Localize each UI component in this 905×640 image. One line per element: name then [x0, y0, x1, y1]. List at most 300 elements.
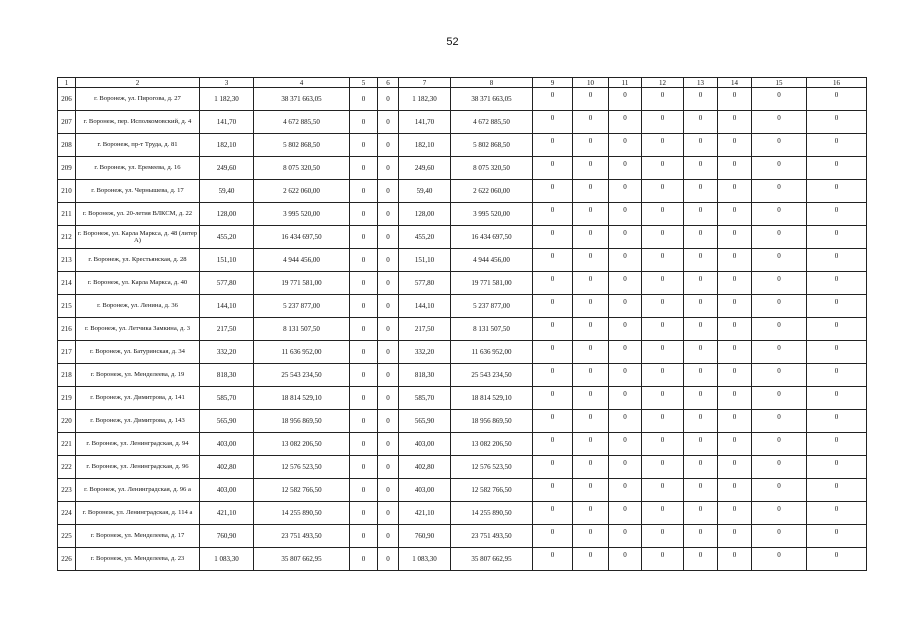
value-cell: 0 — [684, 479, 718, 502]
value-cell: 0 — [609, 410, 642, 433]
value-cell: 0 — [684, 111, 718, 134]
area-cell: 565,90 — [200, 410, 254, 433]
value-cell: 0 — [533, 203, 573, 226]
value-cell: 0 — [609, 341, 642, 364]
value-cell: 0 — [350, 433, 378, 456]
value-cell: 0 — [533, 111, 573, 134]
table-row — [58, 111, 867, 134]
row-number: 210 — [58, 180, 76, 203]
value-cell: 0 — [752, 88, 807, 111]
value-cell: 0 — [752, 111, 807, 134]
value-cell: 0 — [684, 203, 718, 226]
value-cell: 0 — [718, 180, 752, 203]
table-row — [58, 295, 867, 318]
area-cell: 402,80 — [399, 456, 451, 479]
value-cell: 0 — [642, 548, 684, 571]
value-cell: 0 — [350, 410, 378, 433]
value-cell: 0 — [378, 364, 399, 387]
value-cell: 0 — [609, 387, 642, 410]
cost-cell: 16 434 697,50 — [451, 226, 533, 249]
column-header: 11 — [609, 78, 642, 88]
value-cell: 0 — [807, 525, 867, 548]
row-number: 223 — [58, 479, 76, 502]
value-cell: 0 — [378, 341, 399, 364]
address-cell: г. Воронеж, ул. Ленинградская, д. 114 а — [76, 502, 200, 525]
value-cell: 0 — [378, 318, 399, 341]
address-cell: г. Воронеж, ул. Ленинградская, д. 96 — [76, 456, 200, 479]
value-cell: 0 — [378, 226, 399, 249]
value-cell: 0 — [378, 111, 399, 134]
value-cell: 0 — [807, 318, 867, 341]
table-row — [58, 226, 867, 249]
column-header: 7 — [399, 78, 451, 88]
row-number: 209 — [58, 157, 76, 180]
area-cell: 760,90 — [399, 525, 451, 548]
area-cell: 151,10 — [399, 249, 451, 272]
value-cell: 0 — [533, 479, 573, 502]
row-number: 226 — [58, 548, 76, 571]
value-cell: 0 — [642, 249, 684, 272]
value-cell: 0 — [350, 88, 378, 111]
value-cell: 0 — [350, 203, 378, 226]
cost-cell: 5 237 877,00 — [451, 295, 533, 318]
table-row — [58, 479, 867, 502]
cost-cell: 3 995 520,00 — [451, 203, 533, 226]
area-cell: 1 182,30 — [200, 88, 254, 111]
value-cell: 0 — [807, 88, 867, 111]
value-cell: 0 — [807, 456, 867, 479]
row-number: 220 — [58, 410, 76, 433]
value-cell: 0 — [684, 364, 718, 387]
value-cell: 0 — [642, 226, 684, 249]
value-cell: 0 — [807, 111, 867, 134]
value-cell: 0 — [533, 180, 573, 203]
value-cell: 0 — [752, 249, 807, 272]
table-row — [58, 364, 867, 387]
area-cell: 455,20 — [399, 226, 451, 249]
table-body — [58, 88, 867, 571]
area-cell: 141,70 — [200, 111, 254, 134]
value-cell: 0 — [350, 134, 378, 157]
value-cell: 0 — [642, 180, 684, 203]
value-cell: 0 — [609, 433, 642, 456]
address-cell: г. Воронеж, пр-т Труда, д. 81 — [76, 134, 200, 157]
area-cell: 217,50 — [200, 318, 254, 341]
row-number: 224 — [58, 502, 76, 525]
address-cell: г. Воронеж, ул. Димитрова, д. 143 — [76, 410, 200, 433]
value-cell: 0 — [573, 548, 609, 571]
value-cell: 0 — [718, 134, 752, 157]
value-cell: 0 — [718, 341, 752, 364]
table-row — [58, 456, 867, 479]
cost-cell: 5 802 868,50 — [451, 134, 533, 157]
value-cell: 0 — [350, 318, 378, 341]
value-cell: 0 — [718, 272, 752, 295]
area-cell: 59,40 — [399, 180, 451, 203]
value-cell: 0 — [378, 525, 399, 548]
address-cell: г. Воронеж, ул. Менделеева, д. 19 — [76, 364, 200, 387]
value-cell: 0 — [642, 295, 684, 318]
value-cell: 0 — [609, 134, 642, 157]
value-cell: 0 — [642, 134, 684, 157]
cost-cell: 4 672 885,50 — [451, 111, 533, 134]
value-cell: 0 — [807, 387, 867, 410]
value-cell: 0 — [752, 456, 807, 479]
column-header: 8 — [451, 78, 533, 88]
row-number: 208 — [58, 134, 76, 157]
area-cell: 128,00 — [200, 203, 254, 226]
value-cell: 0 — [573, 88, 609, 111]
value-cell: 0 — [350, 456, 378, 479]
value-cell: 0 — [642, 318, 684, 341]
value-cell: 0 — [752, 502, 807, 525]
value-cell: 0 — [642, 88, 684, 111]
value-cell: 0 — [378, 410, 399, 433]
value-cell: 0 — [807, 295, 867, 318]
cost-cell: 23 751 493,50 — [254, 525, 350, 548]
value-cell: 0 — [807, 226, 867, 249]
value-cell: 0 — [718, 502, 752, 525]
value-cell: 0 — [609, 203, 642, 226]
value-cell: 0 — [609, 226, 642, 249]
value-cell: 0 — [350, 226, 378, 249]
cost-cell: 18 814 529,10 — [451, 387, 533, 410]
address-cell: г. Воронеж, ул. Пирогова, д. 27 — [76, 88, 200, 111]
value-cell: 0 — [684, 180, 718, 203]
value-cell: 0 — [752, 364, 807, 387]
row-number: 206 — [58, 88, 76, 111]
value-cell: 0 — [684, 525, 718, 548]
table-header — [58, 78, 867, 88]
cost-cell: 18 956 869,50 — [254, 410, 350, 433]
value-cell: 0 — [752, 226, 807, 249]
value-cell: 0 — [378, 387, 399, 410]
value-cell: 0 — [684, 226, 718, 249]
area-cell: 402,80 — [200, 456, 254, 479]
area-cell: 151,10 — [200, 249, 254, 272]
column-header: 13 — [684, 78, 718, 88]
column-header: 14 — [718, 78, 752, 88]
value-cell: 0 — [350, 157, 378, 180]
value-cell: 0 — [807, 433, 867, 456]
value-cell: 0 — [684, 295, 718, 318]
cost-cell: 2 622 060,00 — [254, 180, 350, 203]
cost-cell: 19 771 581,00 — [451, 272, 533, 295]
cost-cell: 8 075 320,50 — [254, 157, 350, 180]
area-cell: 1 083,30 — [200, 548, 254, 571]
value-cell: 0 — [378, 548, 399, 571]
value-cell: 0 — [350, 249, 378, 272]
value-cell: 0 — [684, 157, 718, 180]
header-row — [58, 78, 867, 88]
area-cell: 818,30 — [399, 364, 451, 387]
value-cell: 0 — [807, 410, 867, 433]
value-cell: 0 — [573, 318, 609, 341]
value-cell: 0 — [642, 111, 684, 134]
area-cell: 332,20 — [399, 341, 451, 364]
value-cell: 0 — [533, 88, 573, 111]
value-cell: 0 — [350, 111, 378, 134]
value-cell: 0 — [350, 479, 378, 502]
area-cell: 421,10 — [200, 502, 254, 525]
value-cell: 0 — [609, 456, 642, 479]
area-cell: 760,90 — [200, 525, 254, 548]
value-cell: 0 — [533, 134, 573, 157]
value-cell: 0 — [718, 249, 752, 272]
cost-cell: 4 944 456,00 — [451, 249, 533, 272]
column-header: 12 — [642, 78, 684, 88]
row-number: 213 — [58, 249, 76, 272]
value-cell: 0 — [609, 479, 642, 502]
value-cell: 0 — [642, 525, 684, 548]
value-cell: 0 — [642, 387, 684, 410]
row-number: 215 — [58, 295, 76, 318]
value-cell: 0 — [533, 318, 573, 341]
value-cell: 0 — [609, 318, 642, 341]
value-cell: 0 — [752, 387, 807, 410]
table-row — [58, 134, 867, 157]
value-cell: 0 — [684, 456, 718, 479]
value-cell: 0 — [718, 318, 752, 341]
value-cell: 0 — [350, 387, 378, 410]
table-row — [58, 88, 867, 111]
cost-cell: 8 131 507,50 — [451, 318, 533, 341]
area-cell: 577,80 — [200, 272, 254, 295]
value-cell: 0 — [533, 548, 573, 571]
value-cell: 0 — [533, 502, 573, 525]
table-row — [58, 341, 867, 364]
value-cell: 0 — [609, 180, 642, 203]
value-cell: 0 — [573, 433, 609, 456]
cost-cell: 25 543 234,50 — [451, 364, 533, 387]
value-cell: 0 — [378, 134, 399, 157]
value-cell: 0 — [573, 111, 609, 134]
value-cell: 0 — [807, 341, 867, 364]
value-cell: 0 — [752, 203, 807, 226]
address-cell: г. Воронеж, ул. Летчика Замкина, д. 3 — [76, 318, 200, 341]
value-cell: 0 — [573, 180, 609, 203]
value-cell: 0 — [378, 456, 399, 479]
value-cell: 0 — [807, 134, 867, 157]
row-number: 212 — [58, 226, 76, 249]
cost-cell: 18 814 529,10 — [254, 387, 350, 410]
area-cell: 403,00 — [200, 479, 254, 502]
value-cell: 0 — [642, 479, 684, 502]
value-cell: 0 — [533, 272, 573, 295]
address-cell: г. Воронеж, ул. Еремеева, д. 16 — [76, 157, 200, 180]
address-cell: г. Воронеж, ул. Димитрова, д. 141 — [76, 387, 200, 410]
column-header: 3 — [200, 78, 254, 88]
cost-cell: 14 255 890,50 — [254, 502, 350, 525]
cost-cell: 2 622 060,00 — [451, 180, 533, 203]
value-cell: 0 — [718, 364, 752, 387]
value-cell: 0 — [573, 134, 609, 157]
value-cell: 0 — [573, 502, 609, 525]
value-cell: 0 — [609, 88, 642, 111]
value-cell: 0 — [642, 502, 684, 525]
cost-cell: 12 582 766,50 — [254, 479, 350, 502]
value-cell: 0 — [807, 203, 867, 226]
address-cell: г. Воронеж, ул. Менделеева, д. 23 — [76, 548, 200, 571]
value-cell: 0 — [684, 548, 718, 571]
table-row — [58, 203, 867, 226]
cost-cell: 13 082 206,50 — [451, 433, 533, 456]
value-cell: 0 — [807, 502, 867, 525]
cost-cell: 12 576 523,50 — [254, 456, 350, 479]
area-cell: 144,10 — [399, 295, 451, 318]
table-row — [58, 180, 867, 203]
address-cell: г. Воронеж, ул. Карла Маркса, д. 48 (литер А) — [76, 226, 200, 249]
value-cell: 0 — [807, 479, 867, 502]
value-cell: 0 — [533, 226, 573, 249]
value-cell: 0 — [718, 479, 752, 502]
cost-cell: 4 944 456,00 — [254, 249, 350, 272]
column-header: 6 — [378, 78, 399, 88]
value-cell: 0 — [684, 433, 718, 456]
value-cell: 0 — [609, 272, 642, 295]
value-cell: 0 — [350, 180, 378, 203]
table-row — [58, 502, 867, 525]
value-cell: 0 — [378, 272, 399, 295]
value-cell: 0 — [684, 134, 718, 157]
value-cell: 0 — [718, 387, 752, 410]
cost-cell: 5 802 868,50 — [254, 134, 350, 157]
address-cell: г. Воронеж, ул. Крестьянская, д. 28 — [76, 249, 200, 272]
value-cell: 0 — [378, 157, 399, 180]
value-cell: 0 — [718, 456, 752, 479]
cost-cell: 11 636 952,00 — [254, 341, 350, 364]
value-cell: 0 — [533, 456, 573, 479]
row-number: 214 — [58, 272, 76, 295]
area-cell: 403,00 — [399, 479, 451, 502]
cost-cell: 19 771 581,00 — [254, 272, 350, 295]
value-cell: 0 — [807, 548, 867, 571]
value-cell: 0 — [573, 295, 609, 318]
value-cell: 0 — [642, 272, 684, 295]
row-number: 216 — [58, 318, 76, 341]
value-cell: 0 — [684, 387, 718, 410]
row-number: 217 — [58, 341, 76, 364]
value-cell: 0 — [378, 180, 399, 203]
value-cell: 0 — [718, 410, 752, 433]
value-cell: 0 — [718, 157, 752, 180]
value-cell: 0 — [684, 318, 718, 341]
address-cell: г. Воронеж, ул. Батуринская, д. 34 — [76, 341, 200, 364]
area-cell: 332,20 — [200, 341, 254, 364]
value-cell: 0 — [350, 341, 378, 364]
cost-cell: 38 371 663,05 — [254, 88, 350, 111]
column-header: 5 — [350, 78, 378, 88]
column-header: 1 — [58, 78, 76, 88]
value-cell: 0 — [609, 548, 642, 571]
value-cell: 0 — [718, 226, 752, 249]
area-cell: 455,20 — [200, 226, 254, 249]
value-cell: 0 — [807, 364, 867, 387]
value-cell: 0 — [573, 456, 609, 479]
column-header: 16 — [807, 78, 867, 88]
value-cell: 0 — [573, 364, 609, 387]
value-cell: 0 — [573, 203, 609, 226]
row-number: 219 — [58, 387, 76, 410]
value-cell: 0 — [718, 548, 752, 571]
value-cell: 0 — [350, 502, 378, 525]
area-cell: 403,00 — [399, 433, 451, 456]
area-cell: 249,60 — [399, 157, 451, 180]
area-cell: 182,10 — [399, 134, 451, 157]
area-cell: 1 182,30 — [399, 88, 451, 111]
value-cell: 0 — [573, 272, 609, 295]
address-cell: г. Воронеж, пер. Исполкомовский, д. 4 — [76, 111, 200, 134]
row-number: 222 — [58, 456, 76, 479]
value-cell: 0 — [533, 387, 573, 410]
value-cell: 0 — [807, 249, 867, 272]
cost-cell: 18 956 869,50 — [451, 410, 533, 433]
value-cell: 0 — [378, 295, 399, 318]
value-cell: 0 — [378, 433, 399, 456]
address-cell: г. Воронеж, ул. 20-летия ВЛКСМ, д. 22 — [76, 203, 200, 226]
value-cell: 0 — [752, 134, 807, 157]
area-cell: 144,10 — [200, 295, 254, 318]
address-cell: г. Воронеж, ул. Менделеева, д. 17 — [76, 525, 200, 548]
value-cell: 0 — [609, 111, 642, 134]
value-cell: 0 — [718, 111, 752, 134]
value-cell: 0 — [684, 502, 718, 525]
value-cell: 0 — [642, 341, 684, 364]
value-cell: 0 — [807, 180, 867, 203]
value-cell: 0 — [609, 525, 642, 548]
value-cell: 0 — [533, 433, 573, 456]
value-cell: 0 — [350, 548, 378, 571]
value-cell: 0 — [573, 157, 609, 180]
table-row — [58, 157, 867, 180]
table-row — [58, 249, 867, 272]
value-cell: 0 — [378, 479, 399, 502]
address-cell: г. Воронеж, ул. Карла Маркса, д. 40 — [76, 272, 200, 295]
value-cell: 0 — [642, 364, 684, 387]
cost-cell: 35 807 662,95 — [254, 548, 350, 571]
row-number: 225 — [58, 525, 76, 548]
value-cell: 0 — [752, 548, 807, 571]
column-header: 10 — [573, 78, 609, 88]
value-cell: 0 — [609, 502, 642, 525]
value-cell: 0 — [684, 341, 718, 364]
area-cell: 1 083,30 — [399, 548, 451, 571]
area-cell: 403,00 — [200, 433, 254, 456]
cost-cell: 13 082 206,50 — [254, 433, 350, 456]
row-number: 211 — [58, 203, 76, 226]
area-cell: 128,00 — [399, 203, 451, 226]
value-cell: 0 — [533, 295, 573, 318]
area-cell: 59,40 — [200, 180, 254, 203]
cost-cell: 23 751 493,50 — [451, 525, 533, 548]
area-cell: 182,10 — [200, 134, 254, 157]
value-cell: 0 — [684, 249, 718, 272]
value-cell: 0 — [573, 525, 609, 548]
column-header: 4 — [254, 78, 350, 88]
value-cell: 0 — [642, 410, 684, 433]
value-cell: 0 — [752, 479, 807, 502]
table-row — [58, 525, 867, 548]
value-cell: 0 — [573, 479, 609, 502]
value-cell: 0 — [752, 272, 807, 295]
cost-cell: 4 672 885,50 — [254, 111, 350, 134]
value-cell: 0 — [718, 88, 752, 111]
value-cell: 0 — [573, 387, 609, 410]
value-cell: 0 — [752, 318, 807, 341]
value-cell: 0 — [609, 157, 642, 180]
value-cell: 0 — [807, 272, 867, 295]
value-cell: 0 — [573, 410, 609, 433]
